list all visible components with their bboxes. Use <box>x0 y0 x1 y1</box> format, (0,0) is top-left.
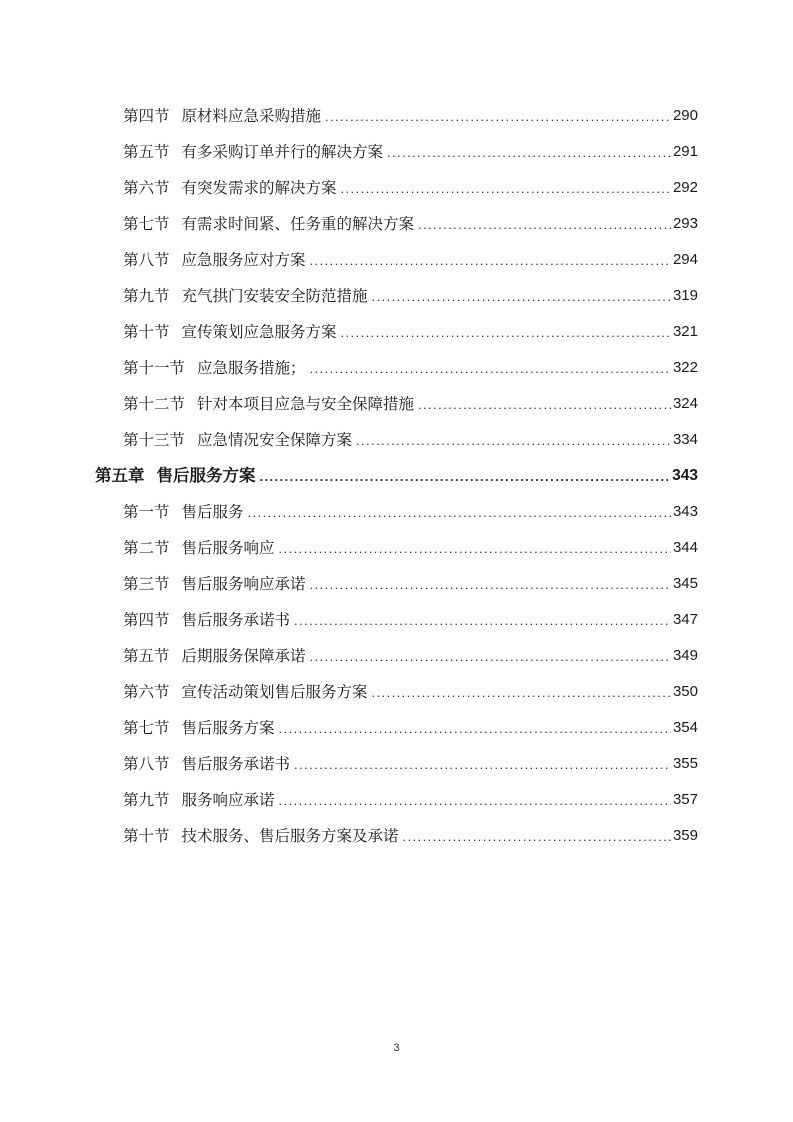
toc-entry-section[interactable] <box>0 638 793 674</box>
toc-entry-section[interactable] <box>0 278 793 314</box>
toc-entry-section[interactable] <box>0 242 793 278</box>
section-number: 第四节 <box>123 611 170 629</box>
table-of-contents <box>0 98 793 854</box>
dot-leader <box>372 278 671 314</box>
dot-leader <box>260 458 671 494</box>
dot-leader <box>341 170 671 206</box>
section-number: 第十节 <box>123 323 170 341</box>
section-number: 第七节 <box>123 719 170 737</box>
toc-entry-section[interactable] <box>0 170 793 206</box>
section-title: 有突发需求的解决方案 <box>181 179 337 197</box>
section-title: 宣传活动策划售后服务方案 <box>181 683 368 701</box>
dot-leader <box>279 710 671 746</box>
dot-leader <box>341 314 671 350</box>
dot-leader <box>279 530 671 566</box>
section-number: 第十一节 <box>123 359 186 377</box>
page-number: 347 <box>672 611 698 628</box>
section-number: 第四节 <box>123 107 170 125</box>
section-title: 售后服务 <box>181 503 244 521</box>
section-title: 有多采购订单并行的解决方案 <box>181 143 384 161</box>
page-number: 350 <box>672 683 698 700</box>
page-number: 345 <box>672 575 698 592</box>
dot-leader <box>418 386 671 422</box>
section-title: 售后服务响应 <box>181 539 275 557</box>
page-number: 324 <box>672 395 698 412</box>
section-title: 售后服务承诺书 <box>181 611 291 629</box>
section-title: 售后服务方案 <box>181 719 275 737</box>
section-title: 充气拱门安装安全防范措施 <box>181 287 368 305</box>
page-number: 293 <box>672 215 698 232</box>
section-title: 针对本项目应急与安全保障措施 <box>197 395 415 413</box>
section-title: 原材料应急采购措施 <box>181 107 322 125</box>
toc-entry-section[interactable] <box>0 314 793 350</box>
section-title: 后期服务保障承诺 <box>181 647 306 665</box>
dot-leader <box>310 350 671 386</box>
page-number: 349 <box>672 647 698 664</box>
page-number: 354 <box>672 719 698 736</box>
chapter-number: 第五章 <box>95 466 145 485</box>
toc-entry-section[interactable] <box>0 134 793 170</box>
toc-entry-section[interactable] <box>0 782 793 818</box>
dot-leader <box>248 494 671 530</box>
section-title: 售后服务响应承诺 <box>181 575 306 593</box>
page-number: 334 <box>672 431 698 448</box>
chapter-title: 售后服务方案 <box>156 466 256 485</box>
section-number: 第十节 <box>123 827 170 845</box>
section-number: 第六节 <box>123 683 170 701</box>
toc-entry-section[interactable] <box>0 206 793 242</box>
toc-entry-chapter[interactable] <box>0 458 793 494</box>
toc-entry-section[interactable] <box>0 386 793 422</box>
dot-leader <box>310 242 671 278</box>
section-title: 宣传策划应急服务方案 <box>181 323 337 341</box>
page-number: 294 <box>672 251 698 268</box>
section-number: 第九节 <box>123 791 170 809</box>
dot-leader <box>387 134 671 170</box>
dot-leader <box>403 818 671 854</box>
section-number: 第五节 <box>123 647 170 665</box>
section-title: 应急服务应对方案 <box>181 251 306 269</box>
dot-leader <box>294 746 671 782</box>
section-number: 第八节 <box>123 755 170 773</box>
section-number: 第三节 <box>123 575 170 593</box>
toc-entry-section[interactable] <box>0 494 793 530</box>
dot-leader <box>418 206 671 242</box>
dot-leader <box>356 422 671 458</box>
dot-leader <box>372 674 671 710</box>
section-title: 应急服务措施； <box>197 359 306 377</box>
dot-leader <box>310 638 671 674</box>
toc-entry-section[interactable] <box>0 566 793 602</box>
dot-leader <box>279 782 671 818</box>
section-title: 应急情况安全保障方案 <box>197 431 353 449</box>
toc-entry-section[interactable] <box>0 98 793 134</box>
dot-leader <box>310 566 671 602</box>
section-number: 第九节 <box>123 287 170 305</box>
section-number: 第十二节 <box>123 395 186 413</box>
section-number: 第五节 <box>123 143 170 161</box>
dot-leader <box>325 98 671 134</box>
toc-entry-section[interactable] <box>0 746 793 782</box>
page-number: 322 <box>672 359 698 376</box>
page-footer-number: 3 <box>393 1042 400 1054</box>
page-number: 359 <box>672 827 698 844</box>
section-number: 第六节 <box>123 179 170 197</box>
page-number: 357 <box>672 791 698 808</box>
section-title: 服务响应承诺 <box>181 791 275 809</box>
section-number: 第八节 <box>123 251 170 269</box>
toc-entry-section[interactable] <box>0 422 793 458</box>
page-number: 321 <box>672 323 698 340</box>
page-number: 343 <box>672 503 698 520</box>
toc-entry-section[interactable] <box>0 674 793 710</box>
page-number: 355 <box>672 755 698 772</box>
section-title: 有需求时间紧、任务重的解决方案 <box>181 215 415 233</box>
dot-leader <box>294 602 671 638</box>
section-number: 第七节 <box>123 215 170 233</box>
page-number: 319 <box>672 287 698 304</box>
section-title: 技术服务、售后服务方案及承诺 <box>181 827 399 845</box>
toc-entry-section[interactable] <box>0 710 793 746</box>
toc-entry-section[interactable] <box>0 602 793 638</box>
toc-entry-section[interactable] <box>0 818 793 854</box>
section-number: 第一节 <box>123 503 170 521</box>
section-number: 第十三节 <box>123 431 186 449</box>
toc-entry-section[interactable] <box>0 530 793 566</box>
section-title: 售后服务承诺书 <box>181 755 291 773</box>
page-number: 344 <box>672 539 698 556</box>
page-number: 343 <box>672 467 698 484</box>
page-number: 290 <box>672 107 698 124</box>
page-number: 291 <box>672 143 698 160</box>
page-number: 292 <box>672 179 698 196</box>
section-number: 第二节 <box>123 539 170 557</box>
toc-entry-section[interactable] <box>0 350 793 386</box>
